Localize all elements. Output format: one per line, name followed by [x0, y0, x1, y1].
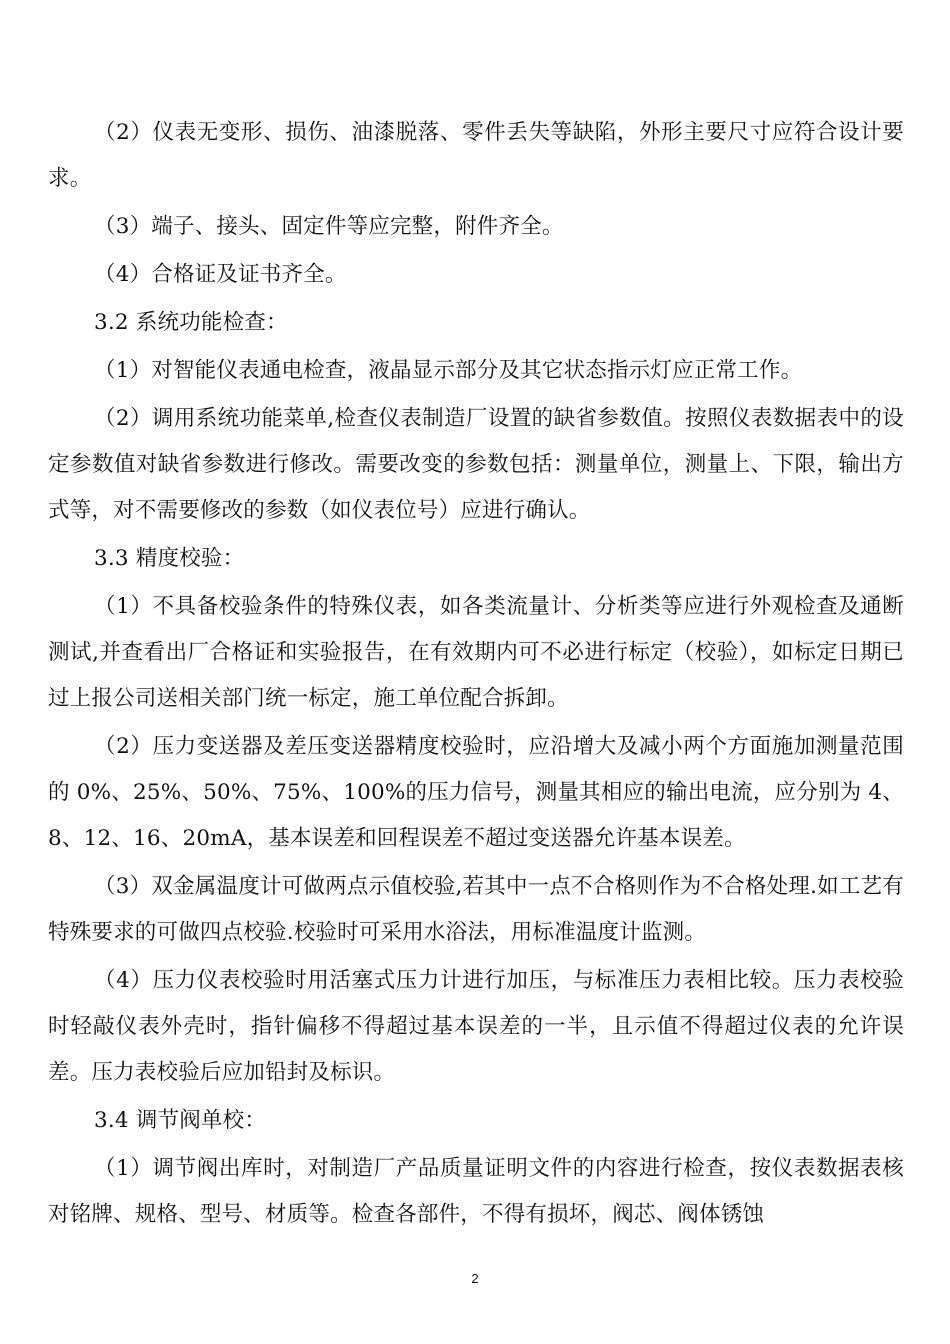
paragraph-accuracy-check-1: （1）不具备校验条件的特殊仪表，如各类流量计、分析类等应进行外观检查及通断测试,并查看出厂合格证和实验报告，在有效期内可不必进行标定（校验），如标定日期已过上报公司送相关部门统一标定，施工单位配合拆卸。	[48, 594, 904, 711]
paragraph-appearance-check-4: （4）合格证及证书齐全。	[94, 262, 347, 287]
paragraph-accuracy-check-3: （3）双金属温度计可做两点示值校验,若其中一点不合格则作为不合格处理.如工艺有特殊要求的可做四点校验.校验时可采用水浴法，用标准温度计监测。	[48, 874, 904, 945]
section-heading-3-3: 3.3 精度校验：	[94, 546, 245, 571]
paragraph-valve-check-1: （1）调节阀出库时，对制造厂产品质量证明文件的内容进行检查，按仪表数据表核对铭牌、规格、型号、材质等。检查各部件，不得有损坏，阀芯、阀体锈蚀	[48, 1156, 904, 1227]
paragraph-appearance-check-3: （3）端子、接头、固定件等应完整，附件齐全。	[94, 214, 564, 239]
paragraph-function-check-1: （1）对智能仪表通电检查，液晶显示部分及其它状态指示灯应正常工作。	[94, 358, 803, 383]
paragraph-accuracy-check-2: （2）压力变送器及差压变送器精度校验时，应沿增大及减小两个方面施加测量范围的 0%、25%、50%、75%、100%的压力信号，测量其相应的输出电流，应分别为 4、8、12、16、20mA，基本误差和回程误差不超过变送器允许基本误差。	[48, 734, 904, 851]
paragraph-function-check-2: （2）调用系统功能菜单,检查仪表制造厂设置的缺省参数值。按照仪表数据表中的设定参数值对缺省参数进行修改。需要改变的参数包括：测量单位，测量上、下限，输出方式等，对不需要修改的参数（如仪表位号）应进行确认。	[48, 406, 904, 523]
document-body	[48, 110, 904, 1240]
page-number: 2	[471, 1271, 479, 1286]
paragraph-appearance-check-2: （2）仪表无变形、损伤、油漆脱落、零件丢失等缺陷，外形主要尺寸应符合设计要求。	[48, 120, 904, 191]
section-heading-3-2: 3.2 系统功能检查：	[94, 310, 288, 335]
paragraph-accuracy-check-4: （4）压力仪表校验时用活塞式压力计进行加压，与标准压力表相比较。压力表校验时轻敲仪表外壳时，指针偏移不得超过基本误差的一半，且示值不得超过仪表的允许误差。压力表校验后应加铅封及标识。	[48, 968, 904, 1085]
section-heading-3-4: 3.4 调节阀单校：	[94, 1108, 267, 1133]
